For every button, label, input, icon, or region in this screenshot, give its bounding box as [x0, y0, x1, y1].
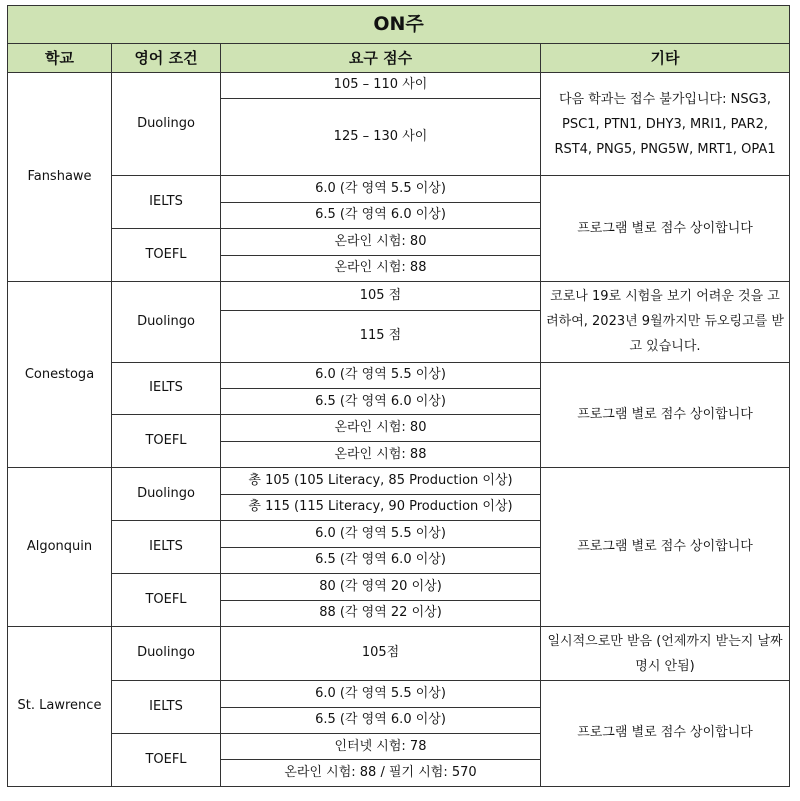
score-cell: 6.0 (각 영역 5.5 이상): [221, 362, 541, 388]
school-name: Conestoga: [8, 282, 112, 468]
note-cell: 프로그램 별로 점수 상이합니다: [541, 681, 790, 787]
school-name: St. Lawrence: [8, 627, 112, 787]
score-cell: 온라인 시험: 88 / 필기 시험: 570: [221, 760, 541, 787]
score-cell: 6.5 (각 영역 6.0 이상): [221, 707, 541, 733]
test-label: Duolingo: [112, 468, 221, 521]
score-cell: 온라인 시험: 88: [221, 255, 541, 281]
test-label: TOEFL: [112, 229, 221, 282]
score-cell: 총 105 (105 Literacy, 85 Production 이상): [221, 468, 541, 494]
header-score: 요구 점수: [221, 44, 541, 73]
school-name: Algonquin: [8, 468, 112, 627]
score-cell: 6.5 (각 영역 6.0 이상): [221, 202, 541, 228]
school-name: Fanshawe: [8, 72, 112, 282]
note-cell: 코로나 19로 시험을 보기 어려운 것을 고려하여, 2023년 9월까지만 듀오링고를 받고 있습니다.: [541, 282, 790, 362]
test-label: Duolingo: [112, 282, 221, 362]
header-school: 학교: [8, 44, 112, 73]
header-etc: 기타: [541, 44, 790, 73]
note-cell: 일시적으로만 받음 (언제까지 받는지 날짜 명시 안됨): [541, 627, 790, 681]
score-cell: 115 점: [221, 310, 541, 362]
requirements-table: [7, 5, 790, 787]
score-cell: 6.5 (각 영역 6.0 이상): [221, 389, 541, 415]
score-cell: 온라인 시험: 80: [221, 229, 541, 255]
test-label: Duolingo: [112, 72, 221, 176]
test-label: IELTS: [112, 362, 221, 415]
note-cell: 다음 학과는 접수 불가입니다: NSG3, PSC1, PTN1, DHY3, MRI1, PAR2, RST4, PNG5, PNG5W, MRT1, OPA1: [541, 72, 790, 176]
score-cell: 125 – 130 사이: [221, 99, 541, 176]
test-label: TOEFL: [112, 415, 221, 468]
score-cell: 인터넷 시험: 78: [221, 733, 541, 759]
score-cell: 105 점: [221, 282, 541, 311]
score-cell: 6.5 (각 영역 6.0 이상): [221, 547, 541, 573]
note-cell: 프로그램 별로 점수 상이합니다: [541, 468, 790, 627]
score-cell: 105점: [221, 627, 541, 681]
header-english: 영어 조건: [112, 44, 221, 73]
score-cell: 105 – 110 사이: [221, 72, 541, 98]
test-label: Duolingo: [112, 627, 221, 681]
score-cell: 80 (각 영역 20 이상): [221, 574, 541, 600]
note-cell: 프로그램 별로 점수 상이합니다: [541, 176, 790, 282]
test-label: IELTS: [112, 681, 221, 734]
test-label: IELTS: [112, 176, 221, 229]
test-label: TOEFL: [112, 733, 221, 786]
score-cell: 6.0 (각 영역 5.5 이상): [221, 176, 541, 202]
table-title: ON주: [8, 6, 790, 44]
score-cell: 88 (각 영역 22 이상): [221, 600, 541, 626]
test-label: TOEFL: [112, 574, 221, 627]
score-cell: 6.0 (각 영역 5.5 이상): [221, 681, 541, 707]
score-cell: 6.0 (각 영역 5.5 이상): [221, 521, 541, 547]
score-cell: 온라인 시험: 88: [221, 441, 541, 467]
note-cell: 프로그램 별로 점수 상이합니다: [541, 362, 790, 468]
score-cell: 총 115 (115 Literacy, 90 Production 이상): [221, 494, 541, 520]
test-label: IELTS: [112, 521, 221, 574]
score-cell: 온라인 시험: 80: [221, 415, 541, 441]
